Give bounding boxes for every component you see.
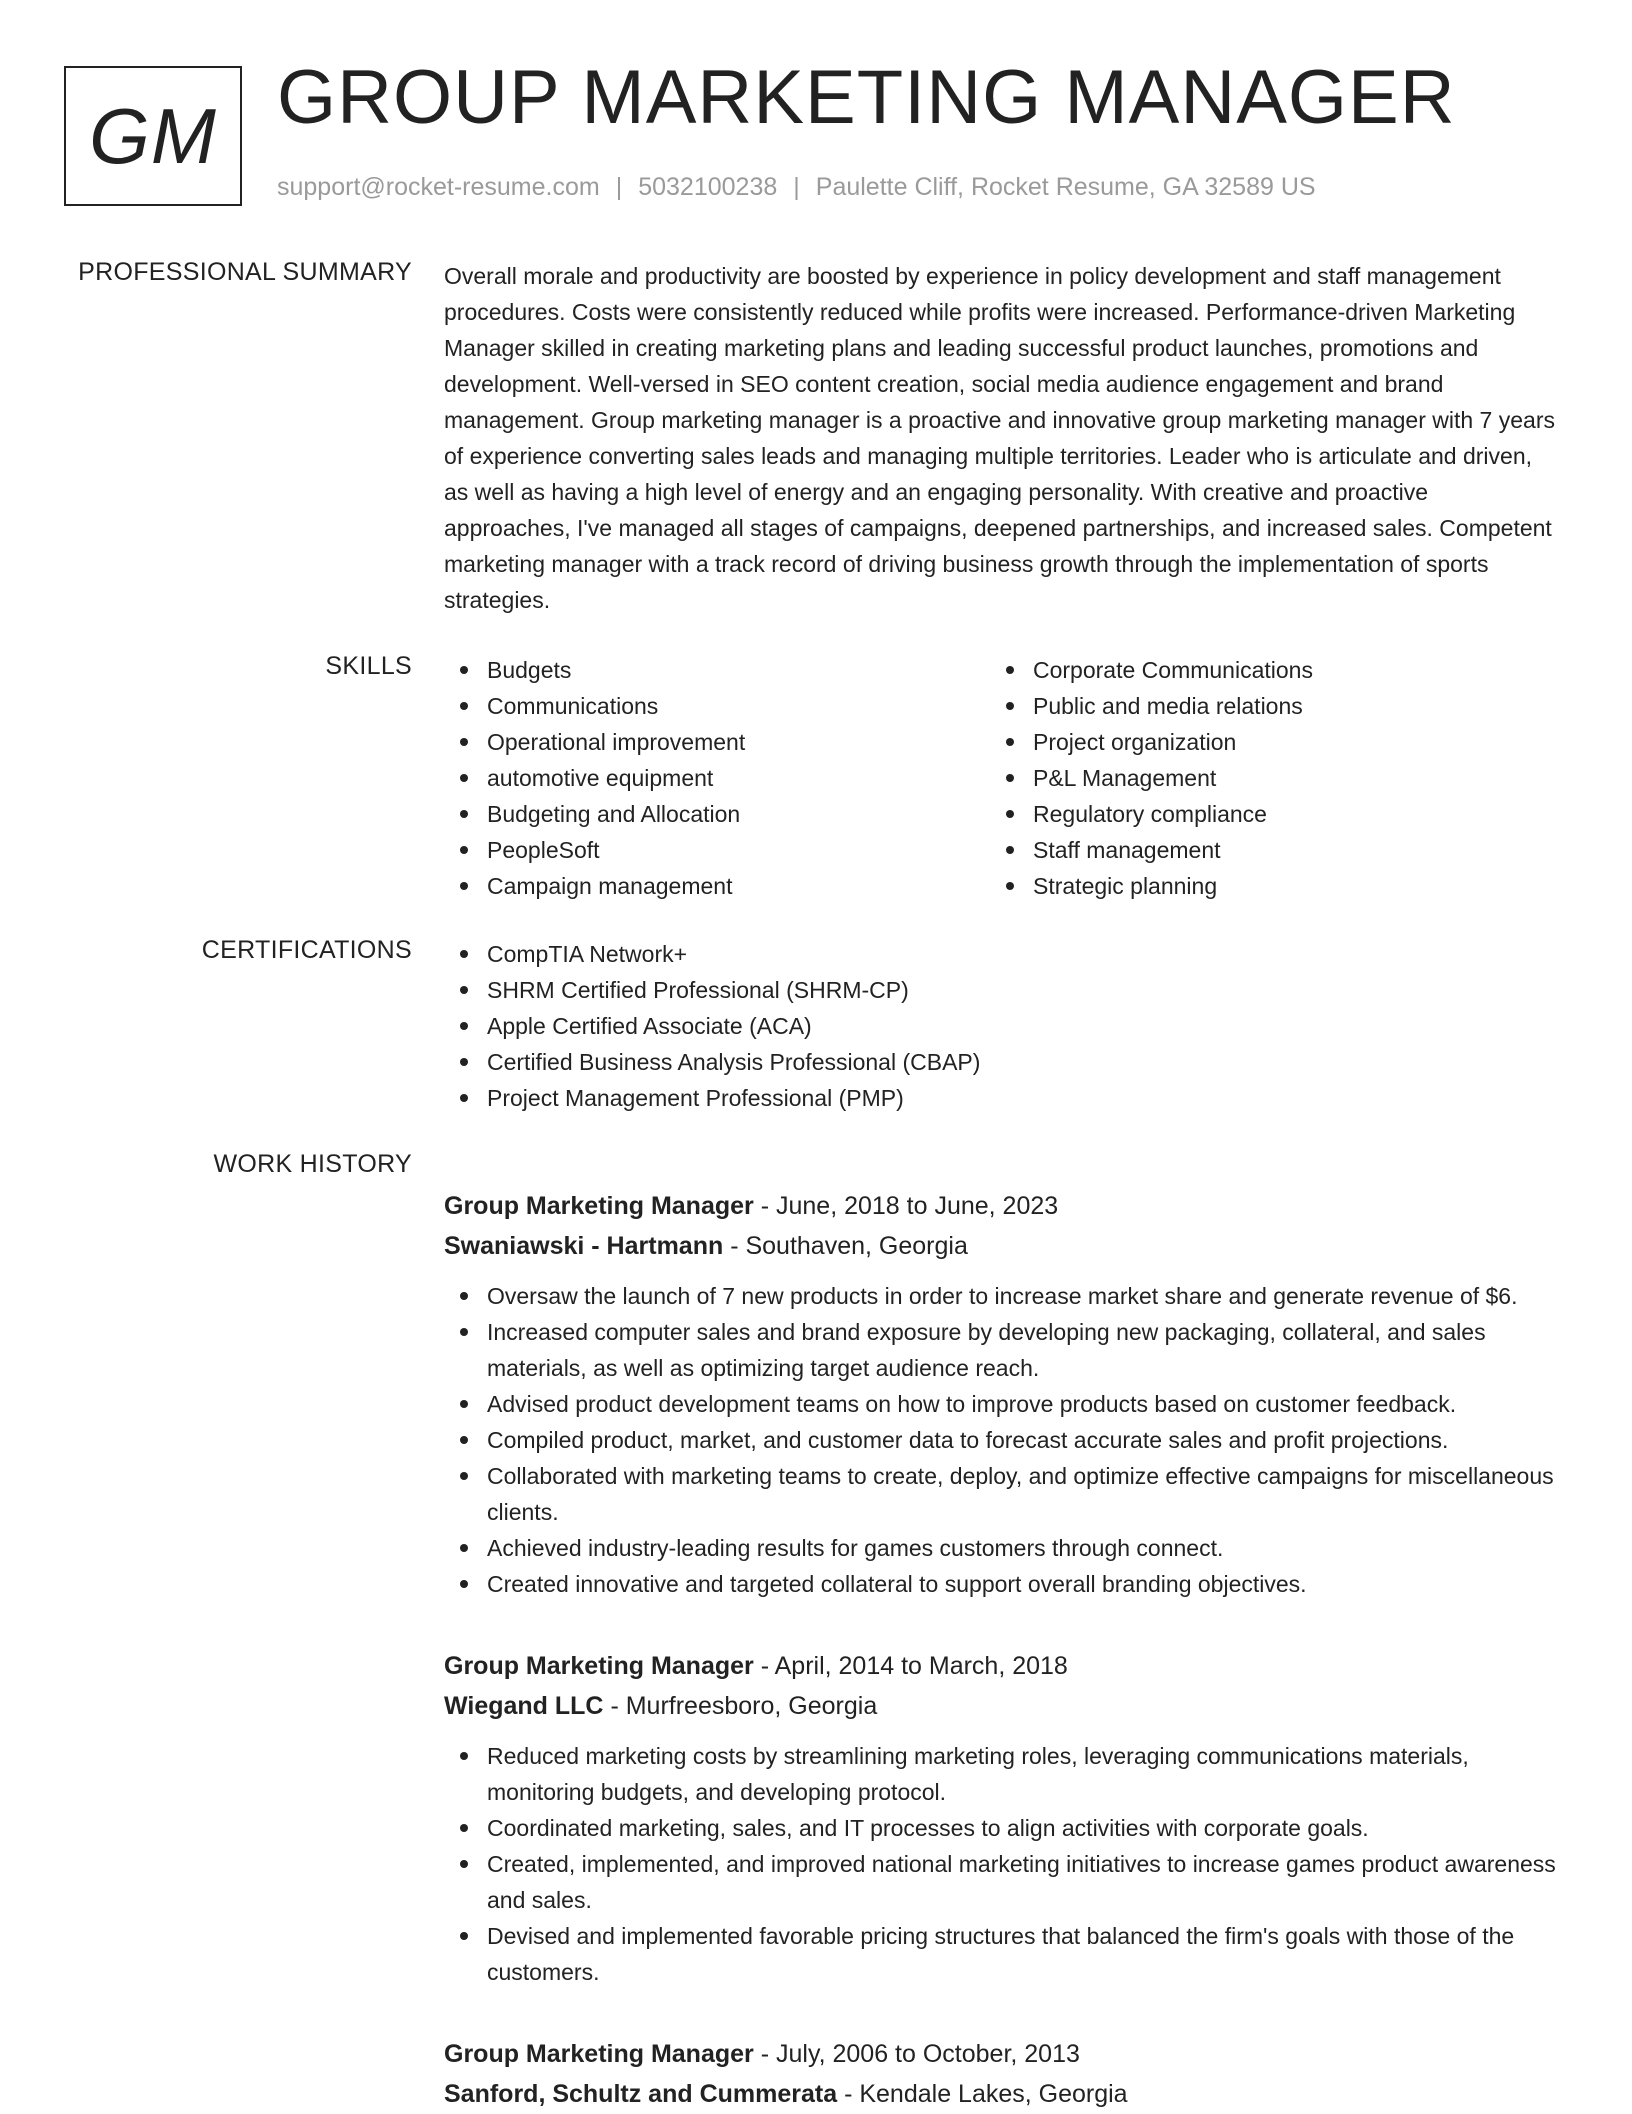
contact-line <box>277 173 1316 202</box>
job-title-line: Group Marketing Manager - April, 2014 to March, 2018 <box>444 1652 1068 1680</box>
monogram-box <box>64 66 242 206</box>
list-item: Campaign management <box>444 868 990 904</box>
job-company: Wiegand LLC <box>444 1692 604 1720</box>
list-item: Corporate Communications <box>990 652 1536 688</box>
certifications-heading: CERTIFICATIONS <box>201 936 412 964</box>
job-company: Swaniawski - Hartmann <box>444 1232 724 1260</box>
job-title: Group Marketing Manager <box>444 1192 754 1220</box>
contact-address: Paulette Cliff, Rocket Resume, GA 32589 US <box>815 173 1316 201</box>
job-company: Sanford, Schultz and Cummerata <box>444 2080 838 2108</box>
job-dates: July, 2006 to October, 2013 <box>775 2040 1080 2068</box>
job-title: Group Marketing Manager <box>444 1652 754 1680</box>
job-title-line: Group Marketing Manager - June, 2018 to June, 2023 <box>444 1192 1059 1220</box>
work-history-heading: WORK HISTORY <box>213 1150 412 1178</box>
job-dates: June, 2018 to June, 2023 <box>775 1192 1059 1220</box>
monogram-initials: GM <box>89 91 217 180</box>
list-item: SHRM Certified Professional (SHRM-CP) <box>444 972 1556 1008</box>
list-item: Reduced marketing costs by streamlining marketing roles, leveraging communications materials, monitoring budgets, and developing protocol. <box>444 1738 1556 1810</box>
list-item: Coordinated marketing, sales, and IT processes to align activities with corporate goals. <box>444 1810 1556 1846</box>
job-title: Group Marketing Manager <box>444 2040 754 2068</box>
job-location: Kendale Lakes, Georgia <box>859 2080 1128 2108</box>
summary-text: Overall morale and productivity are boosted by experience in policy development and staff management procedures. Costs were consistently reduced while profits were increased. Performance-driven Marketing Manager skilled in creating marketing plans and leading successful product launches, promotions and development. Well-versed in SEO content creation, social media audience engagement and brand management. Group marketing manager is a proactive and innovative group marketing manager with 7 years of experience converting sales leads and managing multiple territories. Leader who is articulate and driven, as well as having a high level of energy and an engaging personality. With creative and proactive approaches, I've managed all stages of campaigns, deepened partnerships, and increased sales. Competent marketing manager with a track record of driving business growth through the implementation of sports strategies. <box>444 263 1555 613</box>
job-bullets <box>444 1278 1556 1602</box>
list-item: Increased computer sales and brand exposure by developing new packaging, collateral, and sales materials, as well as optimizing target audience reach. <box>444 1314 1556 1386</box>
job-location: Murfreesboro, Georgia <box>625 1692 878 1720</box>
list-item: Public and media relations <box>990 688 1536 724</box>
list-item: Operational improvement <box>444 724 990 760</box>
list-item: Collaborated with marketing teams to create, deploy, and optimize effective campaigns for miscellaneous clients. <box>444 1458 1556 1530</box>
contact-separator: | <box>615 173 623 201</box>
job-entry <box>444 2034 1556 2114</box>
list-item: P&L Management <box>990 760 1536 796</box>
list-item: PeopleSoft <box>444 832 990 868</box>
job-entry <box>444 1646 1556 1990</box>
list-item: Regulatory compliance <box>990 796 1536 832</box>
list-item: Communications <box>444 688 990 724</box>
list-item: CompTIA Network+ <box>444 936 1556 972</box>
job-company-line: Swaniawski - Hartmann - Southaven, Georgia <box>444 1232 968 1260</box>
list-item: Compiled product, market, and customer data to forecast accurate sales and profit projections. <box>444 1422 1556 1458</box>
skills-list-right <box>990 652 1536 904</box>
list-item: Apple Certified Associate (ACA) <box>444 1008 1556 1044</box>
job-entry <box>444 1186 1556 1602</box>
job-bullets <box>444 1738 1556 1990</box>
certifications-list <box>444 936 1556 1116</box>
list-item: Advised product development teams on how to improve products based on customer feedback. <box>444 1386 1556 1422</box>
jobs-container <box>444 1146 1556 2114</box>
list-item: Budgets <box>444 652 990 688</box>
contact-phone: 5032100238 <box>638 173 778 201</box>
summary-heading: PROFESSIONAL SUMMARY <box>78 258 412 286</box>
job-company-line: Wiegand LLC - Murfreesboro, Georgia <box>444 1692 878 1720</box>
job-location: Southaven, Georgia <box>745 1232 968 1260</box>
resume-name: GROUP MARKETING MANAGER <box>277 55 1456 140</box>
skills-list-left <box>444 652 990 904</box>
list-item: Created innovative and targeted collateral to support overall branding objectives. <box>444 1566 1556 1602</box>
job-title-line: Group Marketing Manager - July, 2006 to October, 2013 <box>444 2040 1080 2068</box>
list-item: Project organization <box>990 724 1536 760</box>
list-item: Certified Business Analysis Professional (CBAP) <box>444 1044 1556 1080</box>
list-item: Strategic planning <box>990 868 1536 904</box>
job-company-line: Sanford, Schultz and Cummerata - Kendale Lakes, Georgia <box>444 2080 1128 2108</box>
list-item: Devised and implemented favorable pricing structures that balanced the firm's goals with those of the customers. <box>444 1918 1556 1990</box>
list-item: Oversaw the launch of 7 new products in order to increase market share and generate revenue of $6. <box>444 1278 1556 1314</box>
contact-separator: | <box>793 173 800 201</box>
list-item: Budgeting and Allocation <box>444 796 990 832</box>
skills-heading: SKILLS <box>325 652 412 680</box>
list-item: Achieved industry-leading results for games customers through connect. <box>444 1530 1556 1566</box>
list-item: automotive equipment <box>444 760 990 796</box>
list-item: Staff management <box>990 832 1536 868</box>
job-dates: April, 2014 to March, 2018 <box>774 1652 1068 1680</box>
list-item: Created, implemented, and improved national marketing initiatives to increase games product awareness and sales. <box>444 1846 1556 1918</box>
contact-email: support@rocket-resume.com <box>277 173 600 201</box>
list-item: Project Management Professional (PMP) <box>444 1080 1556 1116</box>
